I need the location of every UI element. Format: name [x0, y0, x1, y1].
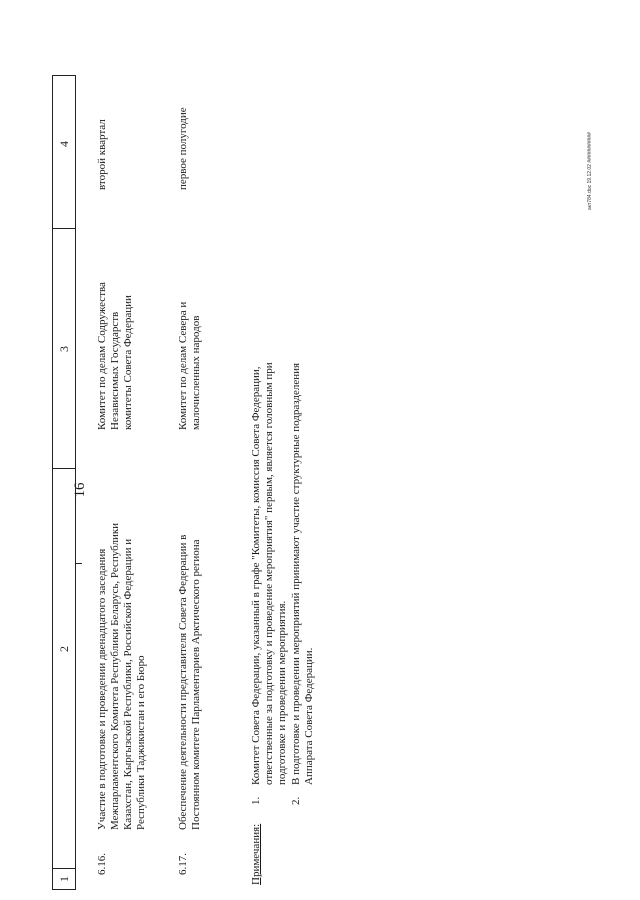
column-header-4: 4: [57, 141, 71, 147]
column-header-3: 3: [57, 346, 71, 352]
column-header-2: 2: [57, 646, 71, 652]
text-line: Комитет по делам Севера и: [177, 301, 189, 430]
note-number: 2.: [290, 796, 302, 805]
text-line: Комитет по делам Содружества: [96, 282, 108, 430]
tick-mark: [76, 563, 82, 564]
text-line: Республики Таджикистан и его Бюро: [135, 655, 147, 830]
row-number: 6.16.: [96, 853, 108, 875]
event-description: [96, 480, 148, 830]
row-number: 6.17.: [177, 853, 189, 875]
text-line: В подготовке и проведении мероприятий принимают участие структурные подразделения: [290, 362, 302, 785]
note-text: [290, 230, 316, 785]
page-number: 16: [72, 482, 88, 498]
note-text: [250, 230, 289, 785]
text-line: комитеты Совета Федерации: [122, 295, 134, 430]
column-header-table: [52, 75, 76, 890]
responsible-committees: [177, 250, 203, 430]
document-footer-code: акт784.doc 19.12.02 ###########: [587, 132, 593, 210]
execution-period: второй квартал: [96, 119, 108, 190]
text-line: ответственные за подготовку и проведение мероприятия" первым, является головным при: [263, 362, 275, 785]
text-line: Комитет Совета Федерации, указанный в графе "Комитеты, комиссия Совета Федерации,: [250, 366, 262, 785]
column-divider: [53, 468, 75, 469]
responsible-committees: [96, 250, 135, 430]
execution-period: первое полугодие: [177, 107, 189, 190]
text-line: Постоянном комитете Парламентариев Арктического региона: [190, 539, 202, 830]
event-description: [177, 480, 203, 830]
text-line: Участие в подготовке и проведении двенадцатого заседания: [96, 548, 108, 830]
text-line: Обеспечение деятельности представителя Совета Федерации в: [177, 534, 189, 830]
note-number: 1.: [250, 796, 262, 805]
text-line: малочисленных народов: [190, 315, 202, 430]
text-line: Межпарламентского Комитета Республики Беларусь, Республики: [109, 522, 121, 830]
notes-label: Примечания:: [250, 823, 262, 885]
text-line: Аппарата Совета Федерации.: [303, 647, 315, 785]
text-line: подготовке и проведении мероприятия.: [276, 600, 288, 785]
column-divider: [53, 228, 75, 229]
text-line: Казахстан, Кыргызской Республики, Российской Федерации и: [122, 538, 134, 830]
column-header-1: 1: [57, 876, 71, 882]
text-line: Независимых Государств: [109, 311, 121, 430]
